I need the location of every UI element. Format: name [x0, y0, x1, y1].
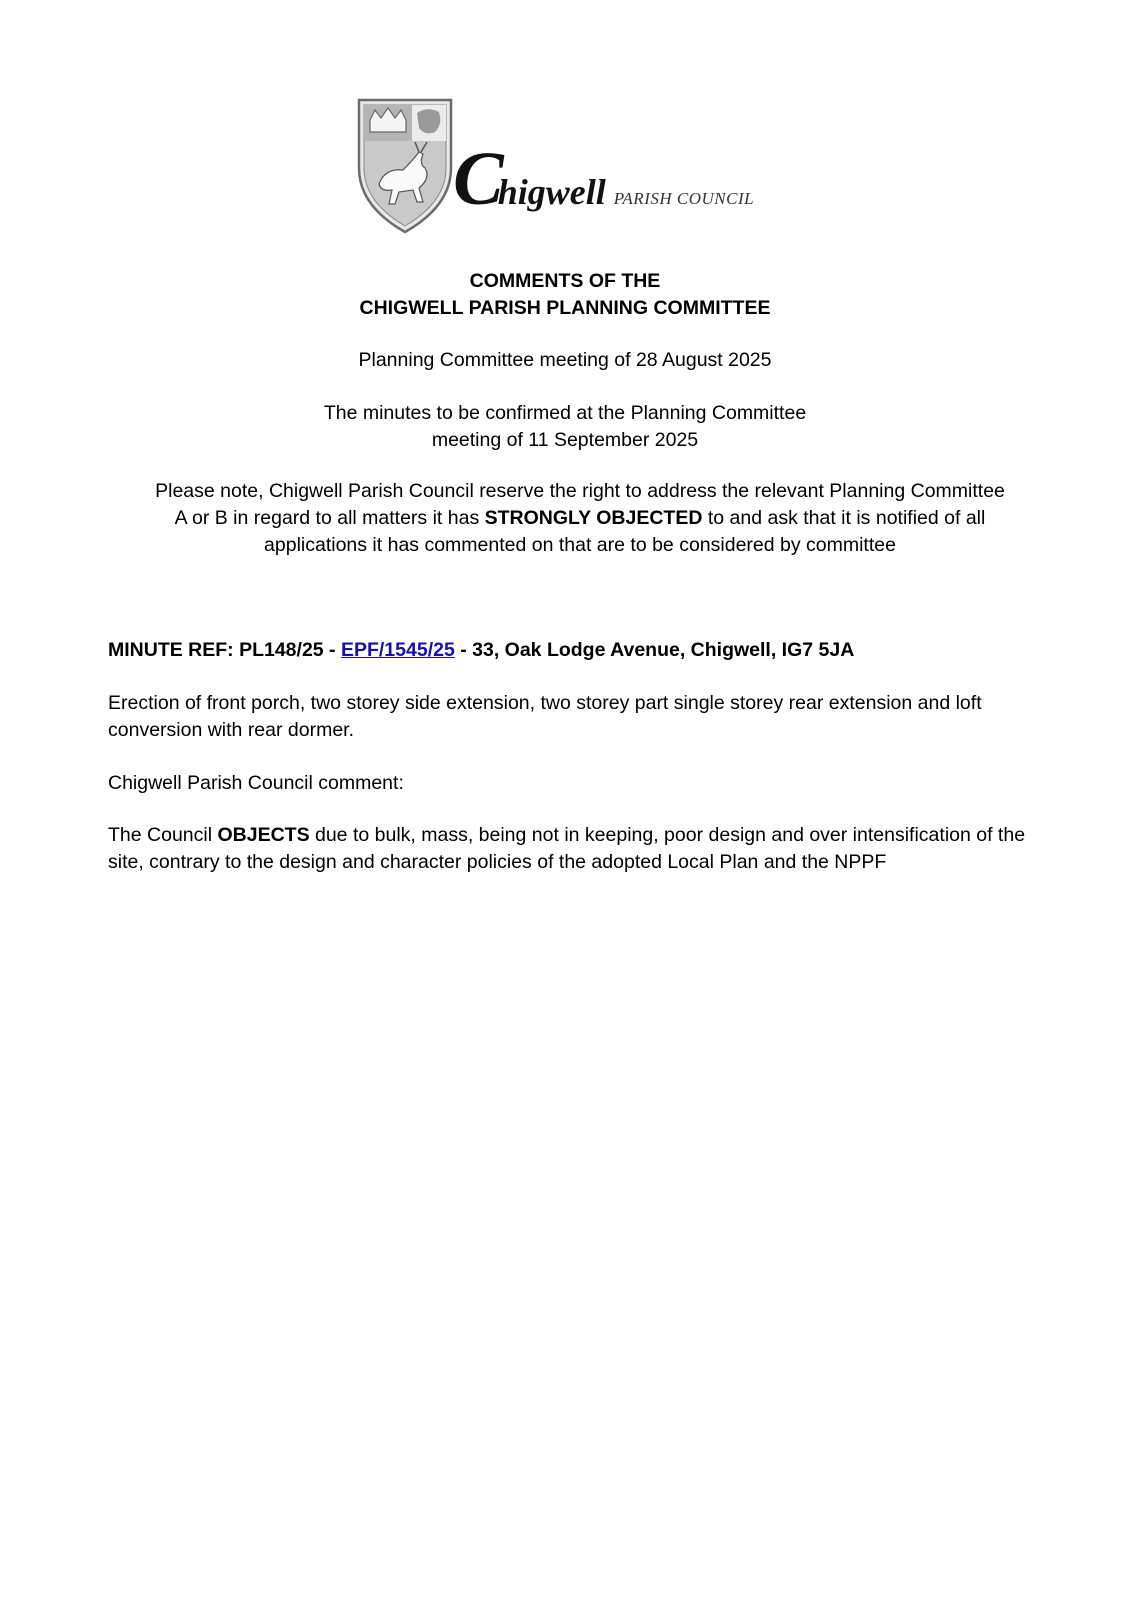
- council-logo: [355, 98, 785, 238]
- minute-prefix: MINUTE REF: PL148/25 -: [108, 639, 341, 661]
- heading-line-1: COMMENTS OF THE: [469, 270, 661, 292]
- minute-address: - 33, Oak Lodge Avenue, Chigwell, IG7 5JA: [454, 639, 855, 661]
- notice-paragraph: [150, 478, 1010, 559]
- notice-text-before: Please note, Chigwell Parish Council reserve the right to address the relevant Planning Committee A or B in regard to all matters it has: [155, 480, 1005, 529]
- shield-crest-icon: [355, 98, 455, 234]
- minute-reference: [108, 637, 1028, 664]
- heading-line-2: CHIGWELL PARISH PLANNING COMMITTEE: [359, 297, 771, 319]
- application-link[interactable]: EPF/1545/25: [340, 639, 455, 661]
- comment-label: Chigwell Parish Council comment:: [108, 772, 404, 794]
- comment-text-before: The Council: [108, 824, 218, 846]
- notice-emphasis: STRONGLY OBJECTED: [484, 507, 703, 529]
- meeting-date: Planning Committee meeting of 28 August 2025: [358, 349, 772, 371]
- comment-text-after: due to bulk, mass, being not in keeping, poor design and over intensification of the site, contrary to the design and character policies of the adopted Local Plan and the NPPF: [108, 824, 1026, 873]
- logo-name: higwell: [497, 172, 606, 212]
- confirmation-note: [0, 400, 1130, 454]
- logo-subtitle: PARISH COUNCIL: [613, 189, 755, 208]
- confirmation-line-2: meeting of 11 September 2025: [431, 429, 699, 451]
- logo-initial: C: [453, 137, 504, 221]
- notice-text-after: to and ask that it is notified of all applications it has commented on that are to be considered by committee: [264, 507, 986, 556]
- document-heading: [0, 268, 1130, 322]
- application-description: Erection of front porch, two storey side extension, two storey part single storey rear extension and loft conversion with rear dormer.: [108, 692, 982, 741]
- confirmation-line-1: The minutes to be confirmed at the Planning Committee: [323, 402, 807, 424]
- council-comment: [108, 822, 1028, 876]
- logo-wordmark: [453, 136, 754, 223]
- comment-emphasis: OBJECTS: [217, 824, 310, 846]
